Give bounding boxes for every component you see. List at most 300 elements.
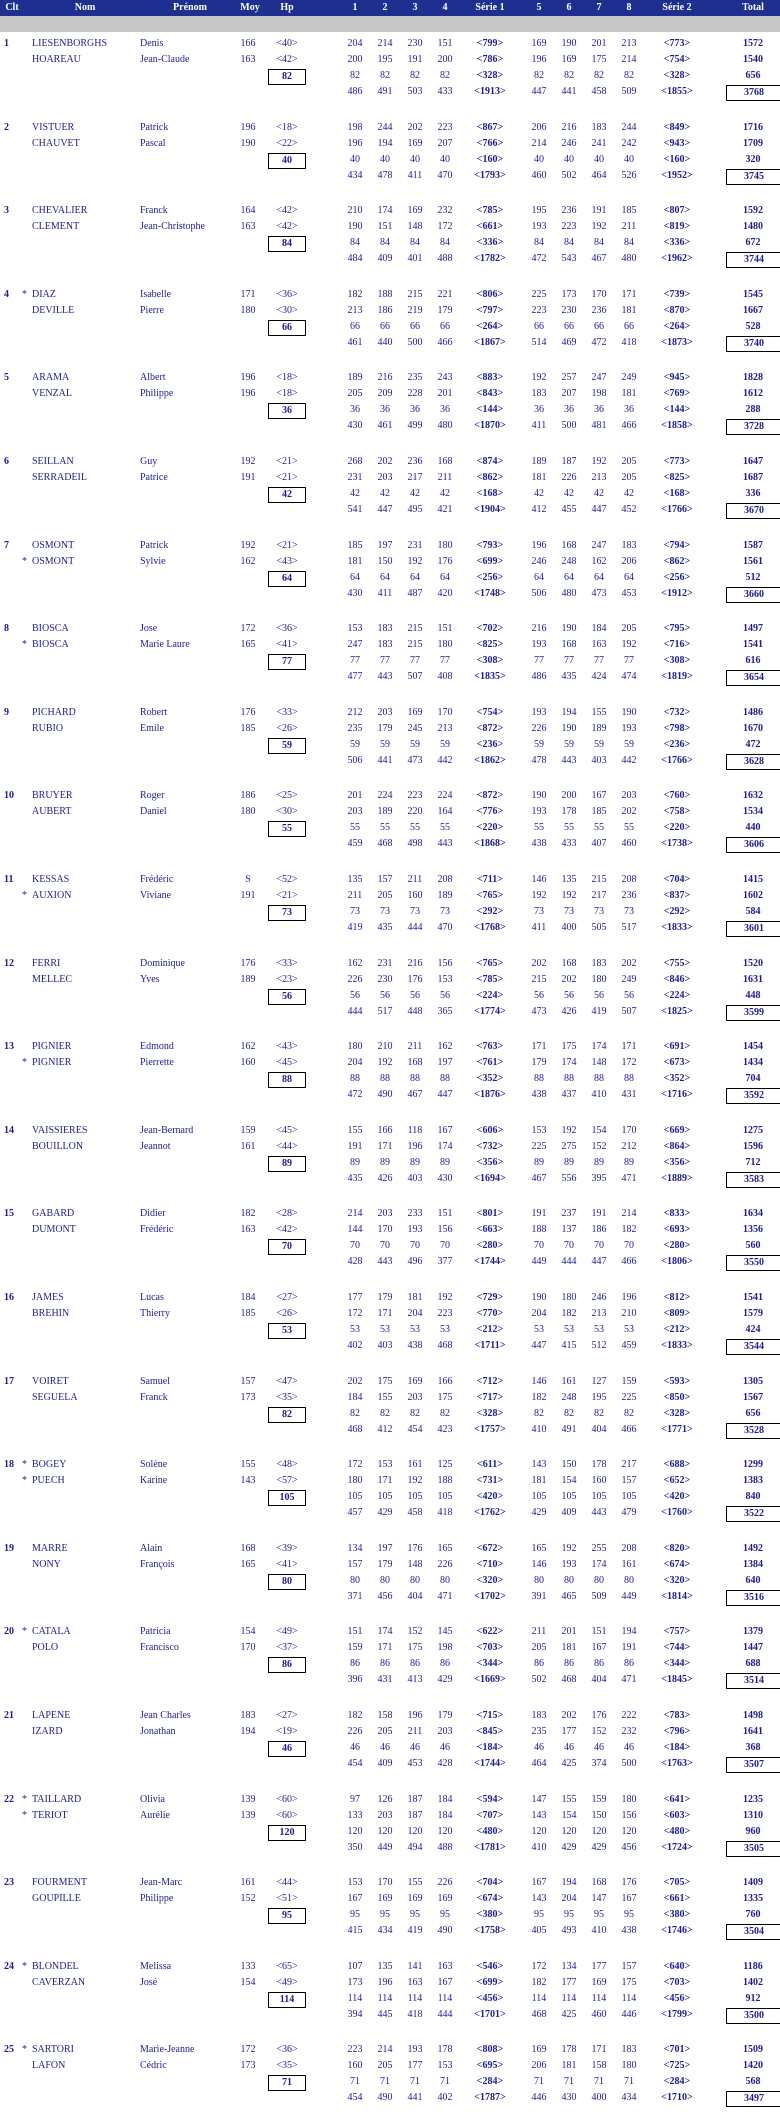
- handicap-serie-1: <480>: [476, 1825, 504, 1837]
- player-nom: GABARD: [32, 1208, 75, 1220]
- game-score: 151: [437, 623, 453, 635]
- player-hp: <35>: [276, 2060, 298, 2072]
- handicap-score: 77: [440, 655, 450, 667]
- team-total-box: 3516: [726, 1590, 780, 1606]
- team-handicap-box: 89: [268, 1156, 306, 1172]
- game-score: 230: [407, 38, 423, 49]
- player-total: 1541: [743, 639, 763, 651]
- team-sum-row: [0, 836, 780, 852]
- handicap-score: 82: [624, 1407, 634, 1419]
- game-score: 207: [437, 137, 453, 149]
- serie-2-score: <758>: [663, 806, 691, 818]
- game-score: 175: [407, 1642, 423, 1654]
- player-moy: 163: [240, 221, 256, 233]
- team-serie-2: <1771>: [661, 1423, 693, 1435]
- team-game-score: 400: [591, 2092, 607, 2104]
- team-game-score: 410: [531, 1841, 547, 1853]
- team-serie-1: <1835>: [474, 671, 506, 683]
- handicap-score: 82: [380, 1407, 390, 1419]
- serie-2-score: <641>: [663, 1793, 691, 1805]
- game-score: 192: [591, 221, 607, 233]
- handicap-row: [0, 1322, 780, 1338]
- player-moy: 164: [240, 205, 256, 217]
- team-game-score: 403: [407, 1172, 423, 1184]
- game-score: 230: [561, 304, 577, 316]
- handicap-score: 82: [410, 1407, 420, 1419]
- serie-1-score: <806>: [476, 288, 504, 300]
- handicap-score: 70: [594, 1240, 604, 1252]
- serie-1-score: <702>: [476, 623, 504, 635]
- player-hp: <18>: [276, 121, 298, 133]
- handicap-score: 66: [564, 320, 574, 332]
- game-score: 157: [621, 1960, 637, 1972]
- game-score: 248: [561, 555, 577, 567]
- handicap-serie-2: <280>: [663, 1240, 691, 1252]
- team-game-score: 495: [407, 504, 423, 515]
- game-score: 194: [561, 706, 577, 718]
- serie-2-score: <669>: [663, 1124, 691, 1136]
- handicap-score: 88: [350, 1073, 360, 1085]
- game-score: 191: [621, 1642, 637, 1654]
- game-score: 202: [377, 456, 393, 467]
- handicap-score: 77: [380, 655, 390, 667]
- team-game-score: 430: [347, 420, 363, 432]
- handicap-row: [0, 68, 780, 84]
- game-score: 216: [407, 957, 423, 969]
- handicap-score: 84: [440, 237, 450, 249]
- serie-1-score: <862>: [476, 472, 504, 483]
- team-total-box: 3601: [726, 921, 780, 937]
- team-game-score: 517: [377, 1005, 393, 1017]
- handicap-score: 86: [534, 1658, 544, 1670]
- game-score: 167: [531, 1877, 547, 1889]
- handicap-serie-2: <320>: [663, 1574, 691, 1586]
- team-total-box: 3654: [726, 670, 780, 686]
- handicap-score: 40: [534, 153, 544, 165]
- serie-1-score: <872>: [476, 722, 504, 734]
- game-score: 192: [561, 1542, 577, 1554]
- team-total-box: 3550: [726, 1255, 780, 1271]
- game-score: 211: [407, 1726, 423, 1737]
- game-score: 184: [437, 1809, 453, 1821]
- game-score: 193: [621, 722, 637, 734]
- team-record: [0, 1541, 780, 1625]
- game-score: 205: [621, 456, 637, 467]
- header-game-1: 1: [352, 2, 358, 13]
- team-game-score: 442: [621, 754, 637, 766]
- header-game-7: 7: [596, 2, 602, 13]
- game-score: 190: [621, 706, 637, 718]
- team-game-score: 445: [377, 2008, 393, 2020]
- player-prenom: Patrick: [140, 121, 169, 133]
- game-score: 194: [621, 1626, 637, 1638]
- game-score: 168: [561, 639, 577, 651]
- game-score: 215: [407, 623, 423, 635]
- player-nom: SEILLAN: [32, 456, 74, 467]
- handicap-serie-2: <380>: [663, 1909, 691, 1921]
- team-record: [0, 370, 780, 454]
- team-game-score: 419: [347, 922, 363, 933]
- player-hp: <33>: [276, 706, 298, 718]
- rank: 10: [4, 790, 14, 802]
- handicap-score: 71: [564, 2076, 574, 2088]
- handicap-serie-2: <328>: [663, 70, 691, 81]
- team-game-score: 438: [407, 1340, 423, 1351]
- team-total-box: 3504: [726, 1924, 780, 1940]
- player-nom: BIOSCA: [32, 623, 69, 635]
- player-prenom: Jean-Christophe: [140, 221, 205, 233]
- player-hp: <39>: [276, 1542, 298, 1554]
- player-total: 1545: [743, 288, 763, 300]
- handicap-score: 46: [410, 1742, 420, 1753]
- handicap-serie-2: <264>: [663, 320, 691, 332]
- player-hp: <30>: [276, 304, 298, 316]
- team-game-score: 441: [377, 754, 393, 766]
- game-score: 160: [591, 1475, 607, 1487]
- game-score: 145: [437, 1626, 453, 1638]
- game-score: 246: [531, 555, 547, 567]
- game-score: 202: [621, 806, 637, 818]
- player-prenom: Jean-Claude: [140, 54, 190, 65]
- game-score: 170: [377, 1224, 393, 1236]
- handicap-serie-2: <144>: [663, 404, 691, 416]
- team-game-score: 404: [591, 1423, 607, 1435]
- game-score: 222: [621, 1710, 637, 1721]
- team-serie-1: <1711>: [474, 1340, 506, 1351]
- handicap-serie-2: <236>: [663, 738, 691, 750]
- rank: 1: [4, 38, 9, 49]
- game-score: 257: [561, 372, 577, 384]
- game-score: 226: [531, 722, 547, 734]
- team-game-score: 426: [561, 1005, 577, 1017]
- team-handicap-box: 82: [268, 69, 306, 85]
- game-score: 162: [591, 555, 607, 567]
- serie-2-score: <943>: [663, 137, 691, 149]
- game-score: 201: [561, 1626, 577, 1638]
- game-score: 206: [531, 121, 547, 133]
- team-game-score: 443: [377, 671, 393, 683]
- game-score: 205: [621, 472, 637, 483]
- handicap-total: 336: [745, 488, 761, 499]
- game-score: 201: [437, 388, 453, 400]
- game-score: 183: [531, 388, 547, 400]
- team-handicap-box: 73: [268, 905, 306, 921]
- handicap-score: 80: [380, 1574, 390, 1586]
- handicap-score: 84: [564, 237, 574, 249]
- female-marker: *: [22, 1793, 27, 1805]
- handicap-score: 77: [534, 655, 544, 667]
- team-total-box: 3670: [726, 503, 780, 519]
- handicap-score: 82: [380, 70, 390, 81]
- handicap-score: 73: [410, 906, 420, 917]
- team-game-score: 491: [561, 1423, 577, 1435]
- handicap-serie-2: <344>: [663, 1658, 691, 1670]
- team-game-score: 472: [591, 336, 607, 348]
- team-game-score: 415: [561, 1340, 577, 1351]
- game-score: 180: [591, 973, 607, 985]
- handicap-total: 472: [745, 738, 761, 750]
- player-nom: SARTORI: [32, 2044, 75, 2056]
- serie-1-score: <765>: [476, 890, 504, 901]
- game-score: 153: [531, 1124, 547, 1136]
- team-game-score: 447: [437, 1089, 453, 1101]
- serie-2-score: <783>: [663, 1710, 691, 1721]
- team-game-score: 391: [531, 1590, 547, 1602]
- header-hp: Hp: [280, 2, 294, 13]
- game-score: 203: [377, 1208, 393, 1220]
- player-prenom: Samuel: [140, 1375, 170, 1387]
- game-score: 179: [377, 1292, 393, 1303]
- game-score: 134: [561, 1960, 577, 1972]
- game-score: 181: [561, 1642, 577, 1654]
- player-total: 1561: [743, 555, 763, 567]
- player-total: 1592: [743, 205, 763, 217]
- game-score: 216: [377, 372, 393, 384]
- team-game-score: 468: [531, 2008, 547, 2020]
- team-game-score: 468: [561, 1674, 577, 1686]
- handicap-score: 105: [347, 1491, 363, 1503]
- team-game-score: 464: [591, 169, 607, 181]
- player-prenom: Thierry: [140, 1308, 170, 1319]
- serie-1-score: <776>: [476, 806, 504, 818]
- game-score: 193: [531, 806, 547, 818]
- serie-1-score: <797>: [476, 304, 504, 316]
- game-score: 275: [561, 1140, 577, 1152]
- game-score: 189: [437, 890, 453, 901]
- handicap-score: 89: [350, 1156, 360, 1168]
- game-score: 193: [561, 1558, 577, 1570]
- game-score: 153: [347, 1877, 363, 1889]
- team-game-score: 461: [377, 420, 393, 432]
- player-hp: <43>: [276, 1041, 298, 1053]
- team-game-score: 496: [407, 1256, 423, 1268]
- team-sum-row: [0, 335, 780, 351]
- game-score: 215: [407, 288, 423, 300]
- serie-2-score: <705>: [663, 1877, 691, 1889]
- team-game-score: 460: [621, 838, 637, 850]
- handicap-total: 584: [745, 906, 761, 917]
- player-row: [0, 370, 780, 386]
- handicap-row: [0, 2074, 780, 2090]
- game-score: 158: [591, 2060, 607, 2072]
- handicap-score: 59: [440, 738, 450, 750]
- team-sum-row: [0, 920, 780, 936]
- game-score: 248: [561, 1391, 577, 1403]
- handicap-serie-2: <212>: [663, 1324, 691, 1335]
- team-game-score: 419: [407, 1925, 423, 1937]
- handicap-score: 70: [380, 1240, 390, 1252]
- game-score: 158: [377, 1710, 393, 1721]
- handicap-score: 70: [564, 1240, 574, 1252]
- team-serie-1: <1782>: [474, 253, 506, 265]
- handicap-row: [0, 1071, 780, 1087]
- handicap-score: 64: [440, 571, 450, 583]
- player-hp: <21>: [276, 456, 298, 467]
- game-score: 153: [437, 973, 453, 985]
- team-game-score: 395: [591, 1172, 607, 1184]
- player-nom: SERRADEIL: [32, 472, 87, 483]
- team-sum-row: [0, 1254, 780, 1270]
- team-game-score: 418: [437, 1507, 453, 1519]
- player-row: [0, 621, 780, 637]
- player-prenom: Philippe: [140, 388, 174, 400]
- handicap-score: 82: [564, 70, 574, 81]
- team-total-box: 3744: [726, 252, 780, 268]
- team-record: [0, 788, 780, 872]
- game-score: 155: [591, 706, 607, 718]
- team-game-score: 509: [621, 86, 637, 97]
- handicap-row: [0, 1824, 780, 1840]
- game-score: 168: [437, 456, 453, 467]
- handicap-score: 64: [410, 571, 420, 583]
- player-nom: PIGNIER: [32, 1041, 72, 1053]
- handicap-score: 120: [347, 1825, 363, 1837]
- team-total-box: 3628: [726, 754, 780, 770]
- player-moy: 159: [240, 1124, 256, 1136]
- game-score: 166: [377, 1124, 393, 1136]
- team-game-score: 442: [437, 754, 453, 766]
- header-total: Total: [742, 2, 764, 13]
- handicap-total: 528: [745, 320, 761, 332]
- player-total: 1631: [743, 973, 763, 985]
- team-total-box: 3660: [726, 587, 780, 603]
- player-moy: 133: [240, 1960, 256, 1972]
- handicap-score: 55: [380, 822, 390, 834]
- game-score: 192: [377, 1057, 393, 1069]
- game-score: 185: [347, 539, 363, 551]
- team-handicap-box: 70: [268, 1239, 306, 1255]
- serie-2-score: <862>: [663, 555, 691, 567]
- game-score: 223: [407, 790, 423, 802]
- handicap-score: 77: [624, 655, 634, 667]
- game-score: 214: [347, 1208, 363, 1220]
- serie-2-score: <846>: [663, 973, 691, 985]
- team-game-score: 488: [437, 253, 453, 265]
- player-nom: HOAREAU: [32, 54, 81, 65]
- serie-2-score: <691>: [663, 1041, 691, 1053]
- serie-2-score: <807>: [663, 205, 691, 217]
- handicap-serie-1: <264>: [476, 320, 504, 332]
- team-handicap-box: 64: [268, 571, 306, 587]
- game-score: 172: [347, 1308, 363, 1319]
- player-prenom: Didier: [140, 1208, 166, 1220]
- game-score: 193: [407, 2044, 423, 2056]
- game-score: 148: [407, 1558, 423, 1570]
- team-serie-2: <1833>: [661, 1340, 693, 1351]
- game-score: 204: [347, 1057, 363, 1069]
- game-score: 135: [347, 874, 363, 885]
- game-score: 181: [347, 555, 363, 567]
- handicap-score: 95: [380, 1909, 390, 1921]
- rank: 23: [4, 1877, 14, 1889]
- team-serie-1: <1904>: [474, 504, 506, 515]
- player-moy: 154: [240, 1626, 256, 1638]
- team-game-score: 430: [347, 587, 363, 599]
- team-game-score: 418: [407, 2008, 423, 2020]
- game-score: 156: [437, 1224, 453, 1236]
- player-total: 1379: [743, 1626, 763, 1638]
- game-score: 97: [350, 1793, 360, 1805]
- header-rank: Clt: [5, 2, 19, 13]
- game-score: 212: [621, 1140, 637, 1152]
- game-score: 177: [561, 1726, 577, 1737]
- player-nom: CAVERZAN: [32, 1976, 86, 1988]
- game-score: 176: [407, 1542, 423, 1554]
- team-sum-row: [0, 84, 780, 100]
- game-score: 191: [407, 54, 423, 65]
- handicap-score: 73: [564, 906, 574, 917]
- game-score: 177: [561, 1976, 577, 1988]
- handicap-total: 424: [745, 1324, 761, 1335]
- game-score: 223: [437, 121, 453, 133]
- game-score: 154: [561, 1475, 577, 1487]
- team-game-score: 468: [347, 1423, 363, 1435]
- team-game-score: 486: [347, 86, 363, 97]
- game-score: 219: [407, 304, 423, 316]
- player-total: 1498: [743, 1710, 763, 1721]
- serie-2-score: <725>: [663, 2060, 691, 2072]
- rank: 25: [4, 2044, 14, 2056]
- header-game-8: 8: [626, 2, 632, 13]
- handicap-score: 59: [624, 738, 634, 750]
- game-score: 144: [347, 1224, 363, 1236]
- game-score: 224: [437, 790, 453, 802]
- handicap-score: 120: [531, 1825, 547, 1837]
- player-row: [0, 470, 780, 486]
- team-game-score: 502: [561, 169, 577, 181]
- game-score: 190: [561, 623, 577, 635]
- team-total-box: 3522: [726, 1506, 780, 1522]
- team-total-box: 3599: [726, 1005, 780, 1021]
- game-score: 168: [561, 957, 577, 969]
- team-game-score: 424: [591, 671, 607, 683]
- player-row: [0, 1557, 780, 1573]
- game-score: 235: [347, 722, 363, 734]
- handicap-score: 36: [440, 404, 450, 416]
- player-total: 1520: [743, 957, 763, 969]
- player-nom: LAPENE: [32, 1710, 71, 1721]
- handicap-score: 36: [534, 404, 544, 416]
- team-game-score: 412: [377, 1423, 393, 1435]
- handicap-serie-1: <344>: [476, 1658, 504, 1670]
- team-game-score: 472: [347, 1089, 363, 1101]
- handicap-score: 82: [564, 1407, 574, 1419]
- player-prenom: Isabelle: [140, 288, 172, 300]
- game-score: 205: [377, 890, 393, 901]
- handicap-row: [0, 820, 780, 836]
- handicap-score: 59: [410, 738, 420, 750]
- game-score: 242: [621, 137, 637, 149]
- team-serie-1: <1793>: [474, 169, 506, 181]
- player-hp: <49>: [276, 1626, 298, 1638]
- team-game-score: 453: [407, 1758, 423, 1769]
- game-score: 211: [621, 221, 637, 233]
- female-marker: *: [22, 1459, 27, 1471]
- handicap-score: 89: [410, 1156, 420, 1168]
- team-game-score: 470: [437, 169, 453, 181]
- game-score: 174: [591, 1558, 607, 1570]
- player-hp: <43>: [276, 555, 298, 567]
- player-moy: 173: [240, 2060, 256, 2072]
- team-serie-2: <1766>: [661, 504, 693, 515]
- game-score: 225: [621, 1391, 637, 1403]
- rank: 13: [4, 1041, 14, 1053]
- player-row: [0, 972, 780, 988]
- rank: 11: [4, 874, 14, 885]
- team-handicap-box: 88: [268, 1072, 306, 1088]
- handicap-score: 53: [564, 1324, 574, 1335]
- game-score: 171: [377, 1642, 393, 1654]
